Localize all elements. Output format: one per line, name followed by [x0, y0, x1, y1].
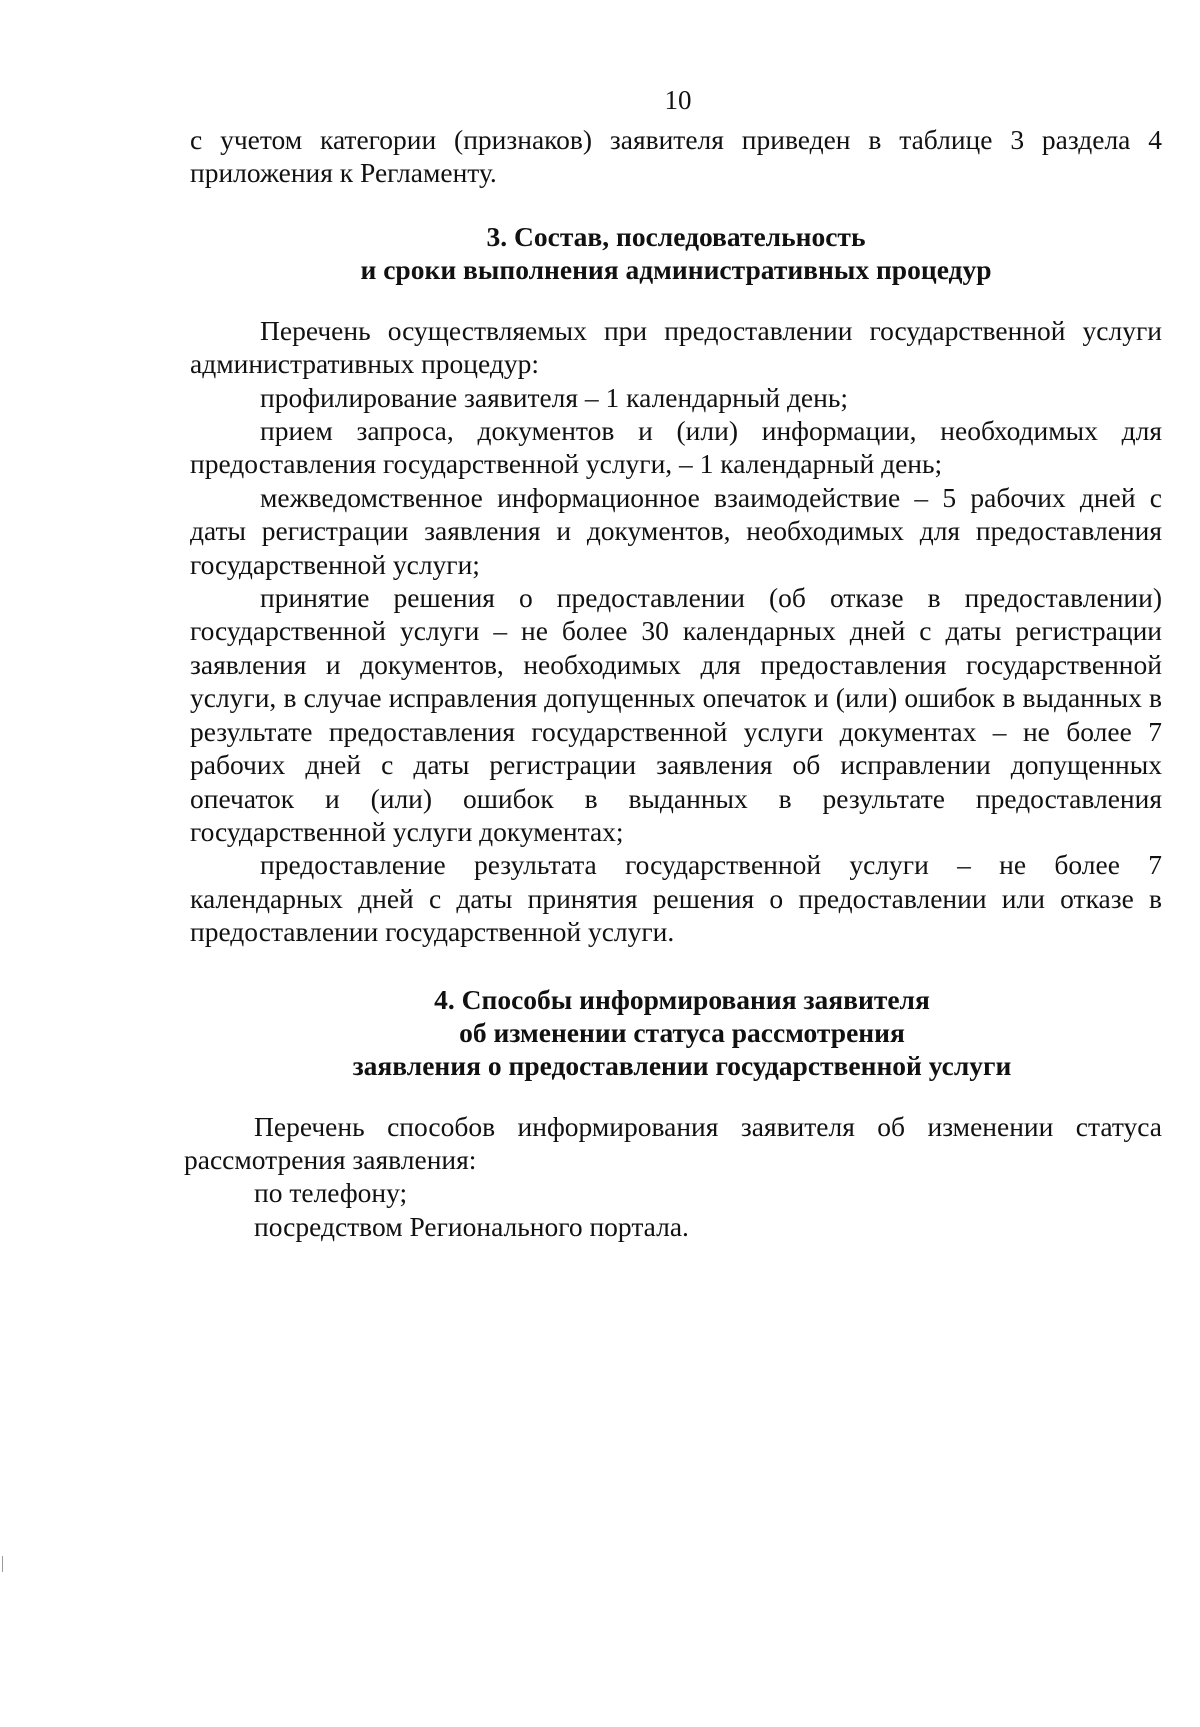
section-3-heading-line-2: и сроки выполнения административных процедур — [360, 253, 992, 285]
section-4-heading-line-2: об изменении статуса рассмотрения — [459, 1016, 905, 1048]
section-4-heading-line-3: заявления о предоставлении государственной услуги — [352, 1049, 1012, 1081]
section-4-heading-line-1: 4. Способы информирования заявителя — [434, 983, 930, 1015]
section-3-paragraph: профилирование заявителя – 1 календарный день; — [260, 381, 849, 413]
section-3-paragraph: прием запроса, документов и (или) информации, необходимых для предоставления государственной услуги, – 1 календарный день; — [190, 415, 1162, 480]
section-3-paragraph: Перечень осуществляемых при предоставлении государственной услуги административных процедур: — [190, 314, 1162, 380]
intro-paragraph: с учетом категории (признаков) заявителя приведен в таблице 3 раздела 4 приложения к Регламенту. — [190, 124, 1162, 189]
section-3-paragraph: межведомственное информационное взаимодействие – 5 рабочих дней с даты регистрации заявления и документов, необходимых для предоставления государственной услуги; — [190, 481, 1162, 580]
section-4-paragraph: посредством Регионального портала. — [254, 1210, 689, 1242]
section-4-body — [184, 1110, 1162, 1244]
section-3-heading — [190, 220, 1162, 286]
document-body — [184, 123, 1162, 1243]
section-4-paragraph: Перечень способов информирования заявителя об изменении статуса рассмотрения заявления: — [184, 1110, 1162, 1175]
page-number: 10 — [664, 85, 692, 115]
section-3-heading-line-1: 3. Состав, последовательность — [486, 220, 866, 252]
section-4-heading — [190, 983, 1162, 1082]
scan-margin-mark — [2, 1556, 3, 1572]
section-3-paragraph: предоставление результата государственной услуги – не более 7 календарных дней с даты принятия решения о предоставлении или отказе в предоставлении государственной услуги. — [190, 849, 1162, 948]
section-4-paragraph: по телефону; — [254, 1177, 408, 1209]
section-3-paragraph: принятие решения о предоставлении (об отказе в предоставлении) государственной услуги – не более 30 календарных дней с даты регистрации заявления и документов, необходимых для предоставления государственной услуги, в случае исправления допущенных опечаток и (или) ошибок в выданных в результате предоставления государственной услуги документах – не более 7 рабочих дней с даты регистрации заявления об исправлении допущенных опечаток и (или) ошибок в выданных в результате предоставления государственной услуги документах; — [190, 582, 1162, 847]
